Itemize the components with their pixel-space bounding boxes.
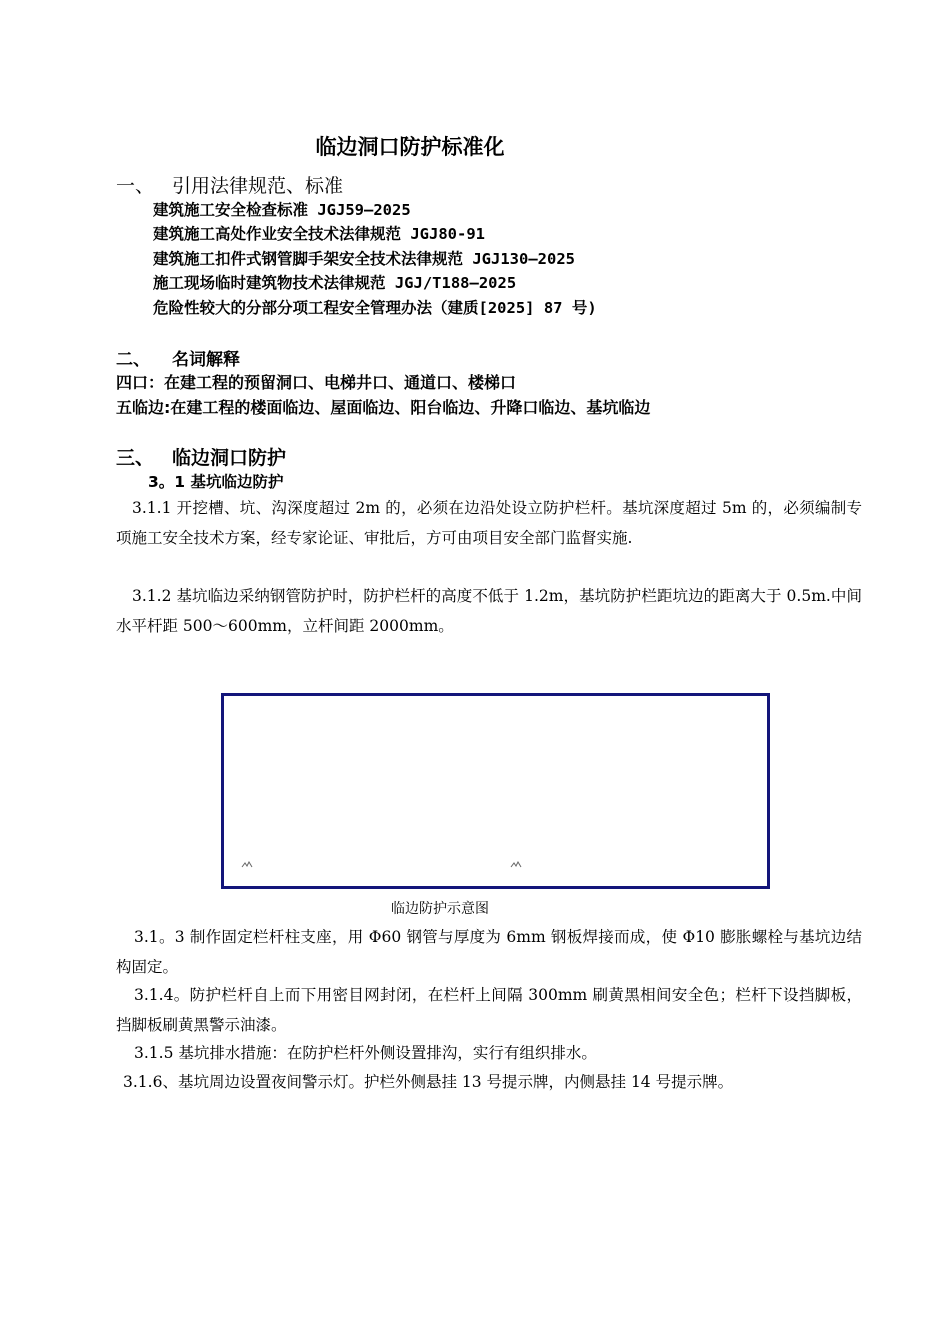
reference-item: 施工现场临时建筑物技术法律规范 JGJ/T188—2025 <box>153 274 517 292</box>
section-3-number: 三、 <box>116 447 155 469</box>
subsection-heading: 3。1 基坑临边防护 <box>148 473 284 491</box>
reference-item: 危险性较大的分部分项工程安全管理办法（建质[2025] 87 号) <box>153 299 597 317</box>
reference-item: 建筑施工高处作业安全技术法律规范 JGJ80-91 <box>153 225 485 243</box>
paragraph: 3.1.4。防护栏杆自上而下用密目网封闭，在栏杆上间隔 300mm 刷黄黑相间安全色；栏杆下设挡脚板，挡脚板刷黄黑警示油漆。 <box>116 986 862 1034</box>
paragraph: 3.1。3 制作固定栏杆柱支座，用 Φ60 钢管与厚度为 6mm 钢板焊接而成，使 Φ10 膨胀螺栓与基坑边结构固定。 <box>116 928 862 976</box>
broken-image-icon <box>241 861 253 872</box>
reference-item: 建筑施工扣件式钢管脚手架安全技术法律规范 JGJ130—2025 <box>153 250 575 268</box>
paragraph: 3.1.6、基坑周边设置夜间警示灯。护栏外侧悬挂 13 号提示牌，内侧悬挂 14 号提示牌。 <box>123 1073 734 1091</box>
page-title: 临边洞口防护标准化 <box>315 135 505 159</box>
section-1-heading <box>116 171 343 198</box>
paragraph: 3.1.2 基坑临边采纳钢管防护时，防护栏杆的高度不低于 1.2m，基坑防护栏距坑边的距离大于 0.5m.中间水平杆距 500～600mm，立杆间距 2000mm。 <box>116 587 862 635</box>
section-2-title: 名词解释 <box>172 350 240 370</box>
definition-item: 五临边:在建工程的楼面临边、屋面临边、阳台临边、升降口临边、基坑临边 <box>116 398 651 417</box>
paragraph: 3.1.1 开挖槽、坑、沟深度超过 2m 的，必须在边沿处设立防护栏杆。基坑深度超过 5m 的，必须编制专项施工安全技术方案，经专家论证、审批后，方可由项目安全部门监督实施. <box>116 499 862 547</box>
definition-item: 四口：在建工程的预留洞口、电梯井口、通道口、楼梯口 <box>116 373 517 392</box>
figure-caption: 临边防护示意图 <box>391 901 489 917</box>
section-1-title: 引用法律规范、标准 <box>172 175 344 197</box>
section-3-heading <box>116 443 286 470</box>
section-1-number: 一、 <box>116 175 155 197</box>
figure-frame <box>221 693 770 889</box>
section-2-number: 二、 <box>116 350 150 370</box>
section-2-heading <box>116 345 240 370</box>
reference-item: 建筑施工安全检查标准 JGJ59—2025 <box>153 201 411 219</box>
broken-image-icon <box>510 861 522 872</box>
paragraph: 3.1.5 基坑排水措施：在防护栏杆外侧设置排沟，实行有组织排水。 <box>134 1044 597 1062</box>
section-3-title: 临边洞口防护 <box>172 447 287 469</box>
